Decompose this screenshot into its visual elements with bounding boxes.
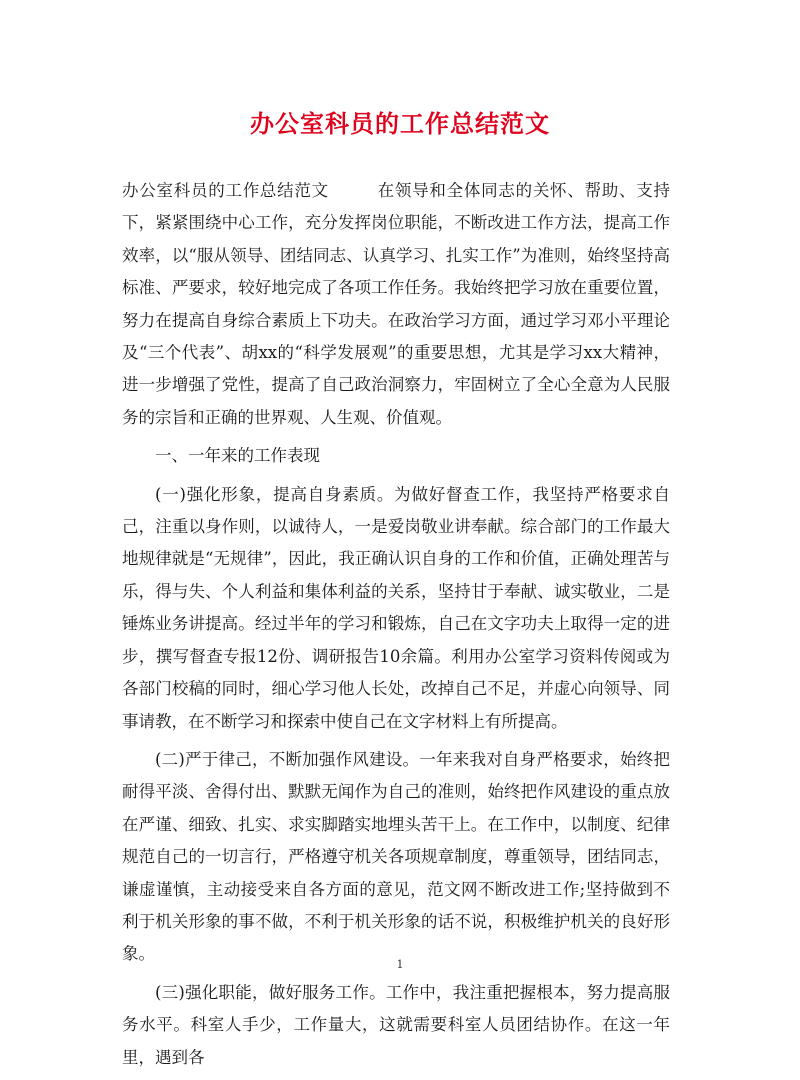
intro-paragraph [122,175,670,434]
page-number: 1 [396,958,404,971]
intro-lead: 办公室科员的工作总结范文 [122,181,329,200]
intro-body: 在领导和全体同志的关怀、帮助、支持下，紧紧围绕中心工作，充分发挥岗位职能，不断改进工作方法，提高工作效率，以“服从领导、团结同志、认真学习、扎实工作”为准则，始终坚持高标准、严要求，较好地完成了各项工作任务。我始终把学习放在重要位置，努力在提高自身综合素质上下功夫。在政治学习方面，通过学习邓小平理论及“三个代表”、胡xx的“科学发展观”的重要思想，尤其是学习xx大精神，进一步增强了党性，提高了自己政治洞察力，牢固树立了全心全意为人民服务的宗旨和正确的世界观、人生观、价值观。 [122,181,671,427]
paragraph-3: (三)强化职能，做好服务工作。工作中，我注重把握根本，努力提高服务水平。科室人手少，工作量大，这就需要科室人员团结协作。在这一年里，遇到各 [122,982,670,1067]
section-heading: 一、一年来的工作表现 [155,446,320,466]
document-title: 办公室科员的工作总结范文 [250,109,550,138]
document-body [122,175,670,1080]
paragraph-2: (二)严于律己，不断加强作风建设。一年来我对自身严格要求，始终把耐得平淡、舍得付出、默默无闻作为自己的准则，始终把作风建设的重点放在严谨、细致、扎实、求实脚踏实地埋头苦干上。在工作中，以制度、纪律规范自己的一切言行，严格遵守机关各项规章制度，尊重领导，团结同志，谦虚谨慎，主动接受来自各方面的意见，范文网不断改进工作;坚持做到不利于机关形象的事不做，不利于机关形象的话不说，积极维护机关的良好形象。 [122,749,670,964]
paragraph-1: (一)强化形象，提高自身素质。为做好督查工作，我坚持严格要求自己，注重以身作则，以诚待人，一是爱岗敬业讲奉献。综合部门的工作最大地规律就是“无规律”，因此，我正确认识自身的工作和价值，正确处理苦与乐，得与失、个人利益和集体利益的关系，坚持甘于奉献、诚实敬业，二是锤炼业务讲提高。经过半年的学习和锻炼，自己在文字功夫上取得一定的进步，撰写督查专报12份、调研报告10余篇。利用办公室学习资料传阅或为各部门校稿的同时，细心学习他人长处，改掉自己不足，并虚心向领导、同事请教，在不断学习和探索中使自己在文字材料上有所提高。 [122,484,670,731]
